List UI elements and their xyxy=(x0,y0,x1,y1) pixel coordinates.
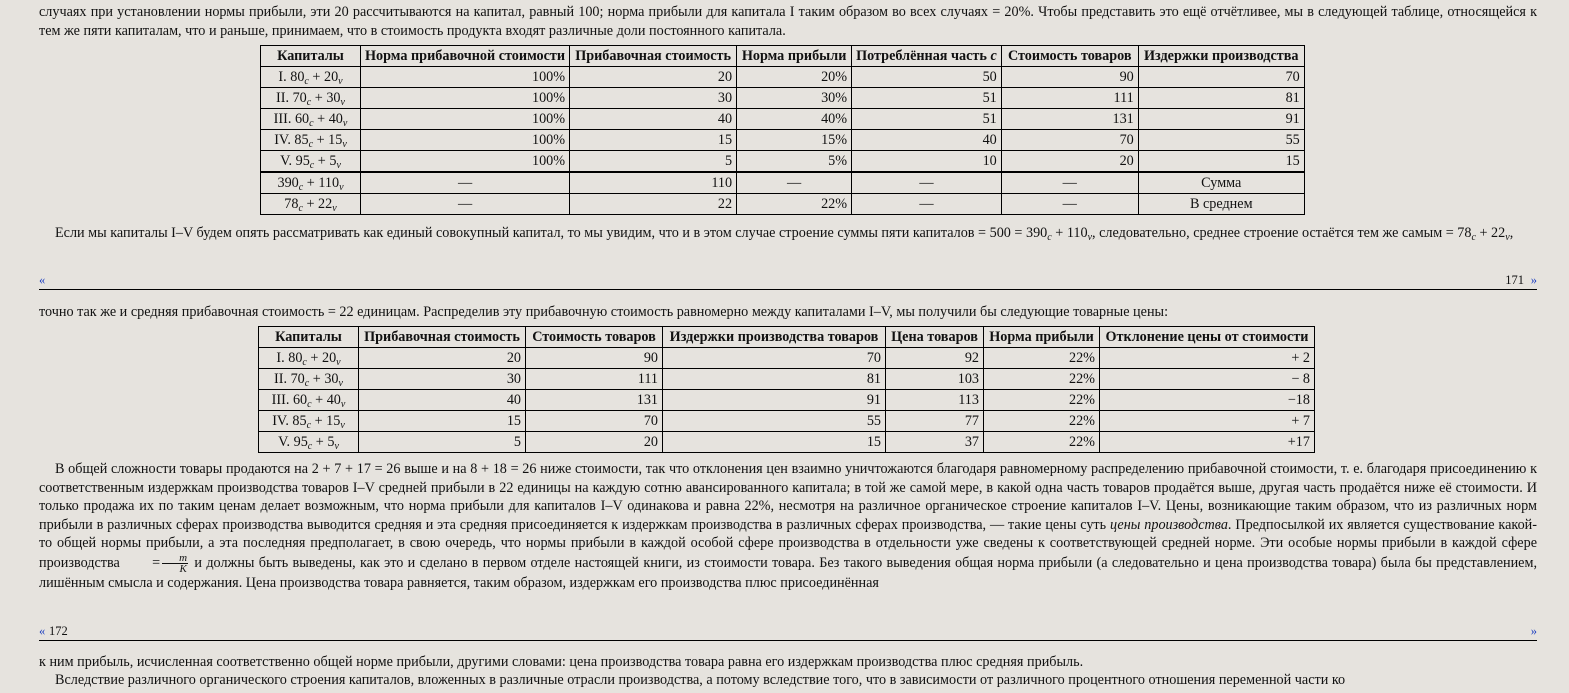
table-cell: 77 xyxy=(886,411,984,432)
next-page-link[interactable]: » xyxy=(1530,273,1537,287)
table-cell: 111 xyxy=(526,369,663,390)
table-cell: 37 xyxy=(886,432,984,453)
p4-c: и должны быть выведены, как это и сделано в первом отделе настоящей книги, из стоимости товара. Без такого выведения общая норма прибыли (а следовательно и цена производства товара) была бы представлением, лишённым смысла и содержания. Цена производства товара равняется, таким образом, издержкам его производства плюс присоединённая xyxy=(39,554,1538,591)
th-profit-rate: Норма прибыли xyxy=(984,327,1100,348)
th-capitals: Капиталы xyxy=(259,327,359,348)
table-cell: 55 xyxy=(1138,130,1304,151)
page-number: 171 xyxy=(1505,273,1524,287)
th-surplus-value: Прибавочная стоимость xyxy=(570,46,737,67)
table-cell: 22% xyxy=(984,369,1100,390)
table-row xyxy=(261,109,1305,130)
capital-roman: V. xyxy=(280,152,296,169)
capital-roman: III. xyxy=(271,391,293,408)
table-cell: 131 xyxy=(526,390,663,411)
table-cell: 15% xyxy=(737,130,852,151)
th-commodity-value: Стоимость товаров xyxy=(1001,46,1138,67)
table-cell: 113 xyxy=(886,390,984,411)
cap-v: 15 xyxy=(328,131,343,148)
p2-tail: , следовательно, среднее строение остаётся тем же самым = 78 xyxy=(1092,225,1472,241)
table-cell: 111 xyxy=(1001,88,1138,109)
cap-v: 15 xyxy=(326,412,341,429)
th-commodity-price: Цена товаров xyxy=(886,327,984,348)
table-cell: 100% xyxy=(361,130,570,151)
table-cell: 40% xyxy=(737,109,852,130)
cap-v: 30 xyxy=(324,370,339,387)
table-cell: 103 xyxy=(886,369,984,390)
table-cell: — xyxy=(852,172,1002,194)
table-header-row xyxy=(259,327,1315,348)
table-cell: 51 xyxy=(852,88,1002,109)
page-number: 172 xyxy=(49,624,68,638)
table-row xyxy=(261,194,1305,215)
table-row xyxy=(259,411,1315,432)
term-production-prices: цены производства xyxy=(1109,516,1228,533)
th-commodity-value: Стоимость товаров xyxy=(526,327,663,348)
table-cell: 30 xyxy=(359,369,526,390)
cap-v: 40 xyxy=(326,391,341,408)
cap-v: 40 xyxy=(328,110,343,127)
th-capitals: Капиталы xyxy=(261,46,361,67)
table-cell: 90 xyxy=(1001,67,1138,88)
table-cell: 40 xyxy=(359,390,526,411)
table-cell: 91 xyxy=(1138,109,1304,130)
table-cell: — xyxy=(852,194,1002,215)
table-row xyxy=(259,390,1315,411)
cap-v: 5 xyxy=(329,152,337,169)
capital-composition: IV. $85_c + 15_v$ xyxy=(259,411,359,432)
table-cell: 20 xyxy=(526,432,663,453)
capital-roman: II. xyxy=(274,370,291,387)
p4-a: В общей сложности товары продаются на 2 + 7 + 17 = 26 выше и на 8 + 18 = 26 ниже стоимости, так что отклонения цен взаимно уничтожаются благодаря равномерному распределению прибавочной стоимости, т. е. благодаря присоединению к соответственным издержкам производства товаров I–V средней прибыли в 22 единицы на каждую сотню авансированного капитала; в той же самой мере, в какой одна часть товаров продаётся выше, другая часть продаётся ниже её стоимости. И только продажа их по таким ценам делает возможным, что норма прибыли для капиталов I–V одинакова и равна 22%, несмотря на различное органическое строение капиталов I–V. Цены, возникающие таким образом, что из различных норм прибыли в различных сферах производства выводится средняя и эта средняя присоединяется к издержкам производства в различных сферах производства, — такие цены суть xyxy=(39,461,1537,533)
capital-composition: V. $95_c + 5_v$ xyxy=(259,432,359,453)
table-cell: 100% xyxy=(361,88,570,109)
cap-c: 60 xyxy=(294,110,310,127)
cap-v: 20 xyxy=(323,68,339,85)
table-cell: 131 xyxy=(1001,109,1138,130)
table-cell: 20 xyxy=(359,348,526,369)
p2-end: , xyxy=(1509,225,1514,241)
cap-c: 70 xyxy=(292,89,307,106)
table-cell: 20 xyxy=(570,67,737,88)
table-cell: 81 xyxy=(663,369,886,390)
cap-c: 95 xyxy=(295,152,310,169)
table-cell: 70 xyxy=(663,348,886,369)
table-cell: 55 xyxy=(663,411,886,432)
frac-denominator: K xyxy=(179,562,187,575)
capital-composition: V. $95_c + 5_v$ xyxy=(261,151,361,173)
table-cell: 40 xyxy=(570,109,737,130)
table-cell: — xyxy=(737,172,852,194)
formula-m-over-k xyxy=(162,553,188,574)
capital-composition: III. $60_c + 40_v$ xyxy=(259,390,359,411)
p4-b: . Предпосылкой их является существование какой-то общей нормы прибыли, а эта последняя предполагает, в свою очередь, что нормы прибыли в каждой особой сфере производства в отдельности уже сведены к соответствующей средней норме. Эти особые нормы прибыли в каждой сфере производства xyxy=(39,516,1537,571)
capital-composition: I. $80_c + 20_v$ xyxy=(259,348,359,369)
cap-c: 95 xyxy=(293,433,308,450)
paragraph-intro: случаях при установлении нормы прибыли, эти 20 рассчитываются на капитал, равный 100; норма прибыли для капитала I таким образом во всех случаях = 20%. Чтобы представить это ещё отчётливее, мы в следующей таблице, относящейся к тем же пяти капиталам, что и раньше, принимаем, что в стоимость продукта входят различные доли постоянного капитала. xyxy=(39,4,1537,39)
cap-v: 5 xyxy=(327,433,335,450)
table-1-body xyxy=(261,67,1305,215)
table-cell: — xyxy=(361,194,570,215)
table-cell: 22% xyxy=(737,194,852,215)
table-cell: 22% xyxy=(984,411,1100,432)
table-cell: 30 xyxy=(570,88,737,109)
table-cell: 22 xyxy=(570,194,737,215)
cap-c: 390 xyxy=(277,174,299,191)
capital-composition: II. $70_c + 30_v$ xyxy=(261,88,361,109)
capital-roman: I. xyxy=(276,349,289,366)
table-cell: 5 xyxy=(359,432,526,453)
th-price-deviation: Отклонение цены от стоимости xyxy=(1100,327,1315,348)
table-cell: 5 xyxy=(570,151,737,173)
table-cell: 91 xyxy=(663,390,886,411)
table-cell: 100% xyxy=(361,151,570,173)
capital-composition: I. $80_c + 20_v$ xyxy=(261,67,361,88)
p2-mid: + 110 xyxy=(1051,225,1088,241)
table-cell: 15 xyxy=(570,130,737,151)
table-cell: 110 xyxy=(570,172,737,194)
th-surplus-rate: Норма прибавочной стоимости xyxy=(361,46,570,67)
th-profit-rate: Норма прибыли xyxy=(737,46,852,67)
capital-composition: $390_c + 110_v$ xyxy=(261,172,361,194)
next-page-link[interactable]: » xyxy=(1530,624,1537,638)
table-2-body xyxy=(259,348,1315,453)
table-row xyxy=(261,67,1305,88)
cap-v: 30 xyxy=(326,89,341,106)
paragraph-production-prices xyxy=(39,460,1537,592)
table-cell: 100% xyxy=(361,109,570,130)
paragraph-prices: точно так же и средняя прибавочная стоимость = 22 единицам. Распределив эту прибавочную стоимость равномерно между капиталами I–V, мы получили бы следующие товарные цены: xyxy=(39,304,1169,320)
prev-page-link[interactable]: « xyxy=(39,273,46,287)
table-cell: + 7 xyxy=(1100,411,1315,432)
table-cell: −18 xyxy=(1100,390,1315,411)
table-cell: 22% xyxy=(984,432,1100,453)
th-consumed-c: c xyxy=(990,47,997,64)
page-break-172 xyxy=(39,624,1537,641)
table-row xyxy=(261,151,1305,173)
capital-composition: $78_c + 22_v$ xyxy=(261,194,361,215)
table-cell: 15 xyxy=(663,432,886,453)
capital-roman: IV. xyxy=(274,131,295,148)
table-row xyxy=(261,88,1305,109)
th-cost-price: Издержки производства товаров xyxy=(663,327,886,348)
table-cell: 92 xyxy=(886,348,984,369)
capital-composition: III. $60_c + 40_v$ xyxy=(261,109,361,130)
table-row xyxy=(259,348,1315,369)
th-consumed-label: Потреблённая часть xyxy=(856,47,991,64)
th-surplus-value: Прибавочная стоимость xyxy=(359,327,526,348)
table-capitals-2 xyxy=(258,326,1315,453)
table-row xyxy=(261,130,1305,151)
cap-c: 60 xyxy=(292,391,308,408)
table-cell: 50 xyxy=(852,67,1002,88)
cap-c: 80 xyxy=(290,68,305,85)
table-cell: − 8 xyxy=(1100,369,1315,390)
table-cell: + 2 xyxy=(1100,348,1315,369)
table-row xyxy=(259,369,1315,390)
paragraph-aggregate: Если мы капиталы I–V будем опять рассматривать как единый совокупный капитал, то мы увидим, что и в этом случае строение суммы пяти капиталов = $500 = 390_c + 110_v$, следовательно, среднее строение остаётся тем же самым = $78_c + 22_v$, xyxy=(55,225,1514,243)
table-cell: В среднем xyxy=(1138,194,1304,215)
table-cell: 20 xyxy=(1001,151,1138,173)
table-cell: 90 xyxy=(526,348,663,369)
p2-plus: + 22 xyxy=(1475,225,1506,241)
capital-composition: II. $70_c + 30_v$ xyxy=(259,369,359,390)
table-cell: 20% xyxy=(737,67,852,88)
capital-roman: IV. xyxy=(272,412,293,429)
table-cell: +17 xyxy=(1100,432,1315,453)
cap-c: 70 xyxy=(290,370,305,387)
table-cell: Сумма xyxy=(1138,172,1304,194)
page-break-171 xyxy=(39,273,1537,290)
cap-v: 20 xyxy=(321,349,337,366)
table-cell: 51 xyxy=(852,109,1002,130)
table-capitals-1 xyxy=(260,45,1305,215)
table-cell: — xyxy=(1001,172,1138,194)
table-cell: 10 xyxy=(852,151,1002,173)
cap-c: 78 xyxy=(284,195,299,212)
table-cell: 40 xyxy=(852,130,1002,151)
table-cell: 15 xyxy=(359,411,526,432)
table-row xyxy=(259,432,1315,453)
table-cell: 81 xyxy=(1138,88,1304,109)
paragraph-organic-composition: Вследствие различного органического строения капиталов, вложенных в различные отрасли производства, а потому вследствие того, что в зависимости от различного процентного отношения переменной части ко xyxy=(55,672,1346,688)
table-row xyxy=(261,172,1305,194)
paragraph-continuation: к ним прибыль, исчисленная соответственно общей норме прибыли, другими словами: цена производства товара равна его издержкам производства плюс средняя прибыль. xyxy=(39,654,1084,670)
prev-page-link[interactable]: « xyxy=(39,624,46,638)
cap-v: 22 xyxy=(318,195,333,212)
table-cell: 30% xyxy=(737,88,852,109)
table-cell: 70 xyxy=(1138,67,1304,88)
p2-text: Если мы капиталы I–V будем опять рассматривать как единый совокупный капитал, то мы увидим, что и в этом случае строение суммы пяти капиталов = 500 = 390 xyxy=(55,225,1048,241)
th-consumed-part xyxy=(852,46,1002,67)
table-cell: 5% xyxy=(737,151,852,173)
p4-eq: = xyxy=(152,554,161,571)
cap-c: 85 xyxy=(294,131,309,148)
table-cell: 100% xyxy=(361,67,570,88)
capital-composition: IV. $85_c + 15_v$ xyxy=(261,130,361,151)
table-cell: — xyxy=(1001,194,1138,215)
frac-numerator: m xyxy=(162,553,188,564)
capital-roman: V. xyxy=(278,433,294,450)
table-cell: 70 xyxy=(526,411,663,432)
table-header-row xyxy=(261,46,1305,67)
table-cell: 22% xyxy=(984,390,1100,411)
capital-roman: III. xyxy=(273,110,295,127)
table-cell: 15 xyxy=(1138,151,1304,173)
capital-roman: II. xyxy=(276,89,293,106)
table-cell: 70 xyxy=(1001,130,1138,151)
table-cell: 22% xyxy=(984,348,1100,369)
th-cost-price: Издержки производства xyxy=(1138,46,1304,67)
capital-roman: I. xyxy=(278,68,291,85)
table-cell: — xyxy=(361,172,570,194)
cap-c: 80 xyxy=(288,349,303,366)
cap-c: 85 xyxy=(292,412,307,429)
cap-v: 110 xyxy=(318,174,340,191)
